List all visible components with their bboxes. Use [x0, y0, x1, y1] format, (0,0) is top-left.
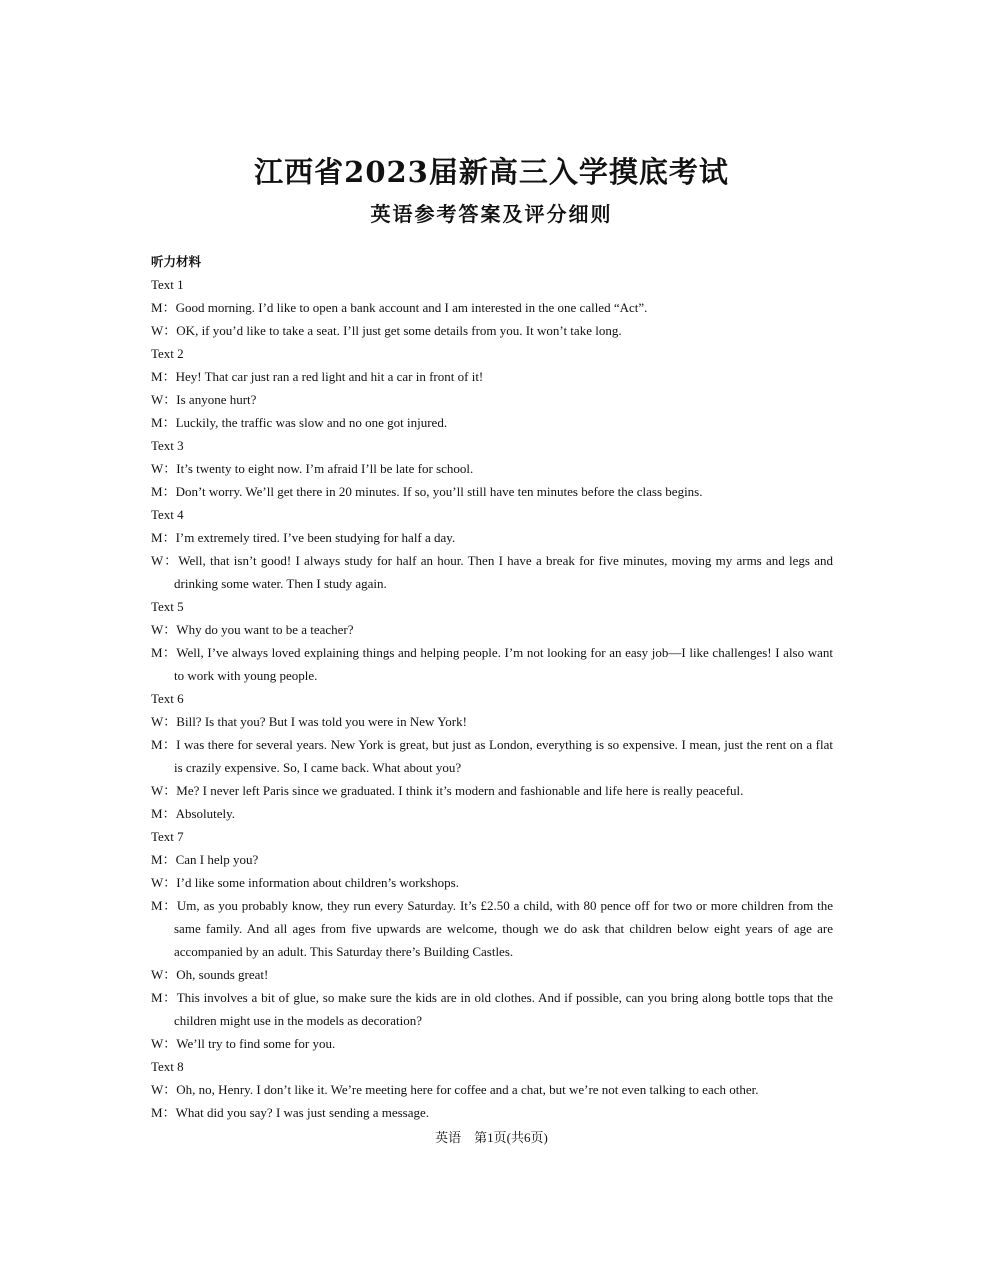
dialogue-line — [151, 1101, 833, 1124]
speaker-label: W ： — [151, 967, 176, 982]
dialogue-line — [151, 779, 833, 802]
dialogue-line — [151, 411, 833, 434]
dialogue-line — [151, 549, 833, 595]
speaker-label: M ： — [151, 852, 176, 867]
dialogue-line — [151, 1078, 833, 1101]
speaker-label: W ： — [151, 875, 176, 890]
dialogue-line — [151, 319, 833, 342]
speaker-label: M ： — [151, 484, 176, 499]
dialogue-line — [151, 1032, 833, 1055]
speaker-label: M ： — [151, 806, 176, 821]
document-subtitle: 英语参考答案及评分细则 — [370, 202, 613, 226]
speaker-label: M ： — [151, 990, 177, 1005]
dialogue-text: Well, I’ve always loved explaining things and helping people. I’m not looking for an easy job—I like challenges! I also want to work with young people. — [174, 645, 833, 683]
dialogue-text: Luckily, the traffic was slow and no one got injured. — [175, 415, 448, 430]
dialogue-line — [151, 480, 833, 503]
dialogue-text: Um, as you probably know, they run every Saturday. It’s £2.50 a child, with 80 pence off for two or more children from the same family. And all ages from five upwards are welcome, though we do ask that children below eight years of age are accompanied by an adult. This Saturday there’s Building Castles. — [174, 898, 833, 959]
speaker-label: M ： — [151, 1105, 176, 1120]
speaker-label: W ： — [151, 783, 176, 798]
speaker-label: W ： — [151, 392, 176, 407]
dialogue-text: I was there for several years. New York is great, but just as London, everything is so expensive. I mean, just the rent on a flat is crazily expensive. So, I came back. What about you? — [174, 737, 833, 775]
dialogue-line — [151, 365, 833, 388]
dialogue-text: Don’t worry. We’ll get there in 20 minutes. If so, you’ll still have ten minutes before the class begins. — [175, 484, 703, 499]
speaker-label: M ： — [151, 300, 176, 315]
speaker-label: M ： — [151, 530, 176, 545]
document-title: 江西省2023届新高三入学摸底考试 — [254, 155, 729, 189]
dialogue-text: Oh, sounds great! — [176, 967, 269, 982]
dialogue-line — [151, 733, 833, 779]
dialogue-text: Can I help you? — [175, 852, 259, 867]
speaker-label: W ： — [151, 553, 178, 568]
text-label: Text 2 — [151, 346, 184, 361]
dialogue-text: Is anyone hurt? — [176, 392, 257, 407]
dialogue-line — [151, 296, 833, 319]
dialogue-text: We’ll try to find some for you. — [176, 1036, 336, 1051]
dialogue-text: Hey! That car just ran a red light and hit a car in front of it! — [175, 369, 484, 384]
speaker-label: M ： — [151, 737, 176, 752]
text-label: Text 5 — [151, 599, 184, 614]
text-label: Text 6 — [151, 691, 184, 706]
speaker-label: W ： — [151, 714, 176, 729]
speaker-label: W ： — [151, 461, 176, 476]
speaker-label: W ： — [151, 1082, 176, 1097]
speaker-label: M ： — [151, 645, 176, 660]
dialogue-text: I’d like some information about children’s workshops. — [176, 875, 459, 890]
speaker-label: W ： — [151, 622, 176, 637]
dialogue-text: I’m extremely tired. I’ve been studying for half a day. — [175, 530, 456, 545]
dialogue-text: OK, if you’d like to take a seat. I’ll just get some details from you. It won’t take long. — [176, 323, 622, 338]
speaker-label: M ： — [151, 369, 176, 384]
dialogue-line — [151, 848, 833, 871]
section-heading: 听力材料 — [151, 254, 202, 269]
dialogue-text: Well, that isn’t good! I always study for half an hour. Then I have a break for five minutes, moving my arms and legs and drinking some water. Then I study again. — [174, 553, 833, 591]
dialogue-line — [151, 526, 833, 549]
dialogue-text: It’s twenty to eight now. I’m afraid I’ll be late for school. — [176, 461, 474, 476]
dialogue-text: Bill? Is that you? But I was told you were in New York! — [176, 714, 467, 729]
listening-transcript — [151, 250, 833, 1124]
text-label: Text 4 — [151, 507, 184, 522]
page-footer: 英语 第1页(共6页) — [435, 1130, 548, 1145]
speaker-label: M ： — [151, 898, 177, 913]
speaker-label: M ： — [151, 415, 176, 430]
dialogue-line — [151, 388, 833, 411]
dialogue-text: This involves a bit of glue, so make sure the kids are in old clothes. And if possible, can you bring along bottle tops that the children might use in the models as decoration? — [174, 990, 833, 1028]
dialogue-text: Oh, no, Henry. I don’t like it. We’re meeting here for coffee and a chat, but we’re not even talking to each other. — [176, 1082, 759, 1097]
dialogue-line — [151, 618, 833, 641]
speaker-label: W ： — [151, 323, 176, 338]
dialogue-line — [151, 710, 833, 733]
dialogue-line — [151, 641, 833, 687]
speaker-label: W ： — [151, 1036, 176, 1051]
dialogue-text: Why do you want to be a teacher? — [176, 622, 354, 637]
text-label: Text 8 — [151, 1059, 184, 1074]
dialogue-line — [151, 894, 833, 963]
dialogue-text: Good morning. I’d like to open a bank account and I am interested in the one called “Act”. — [175, 300, 648, 315]
dialogue-line — [151, 457, 833, 480]
dialogue-line — [151, 802, 833, 825]
dialogue-line — [151, 871, 833, 894]
dialogue-text: Absolutely. — [175, 806, 236, 821]
dialogue-line — [151, 963, 833, 986]
text-label: Text 3 — [151, 438, 184, 453]
dialogue-line — [151, 986, 833, 1032]
text-label: Text 7 — [151, 829, 184, 844]
dialogue-text: Me? I never left Paris since we graduated. I think it’s modern and fashionable and life here is really peaceful. — [176, 783, 744, 798]
text-label: Text 1 — [151, 277, 184, 292]
dialogue-text: What did you say? I was just sending a message. — [175, 1105, 430, 1120]
